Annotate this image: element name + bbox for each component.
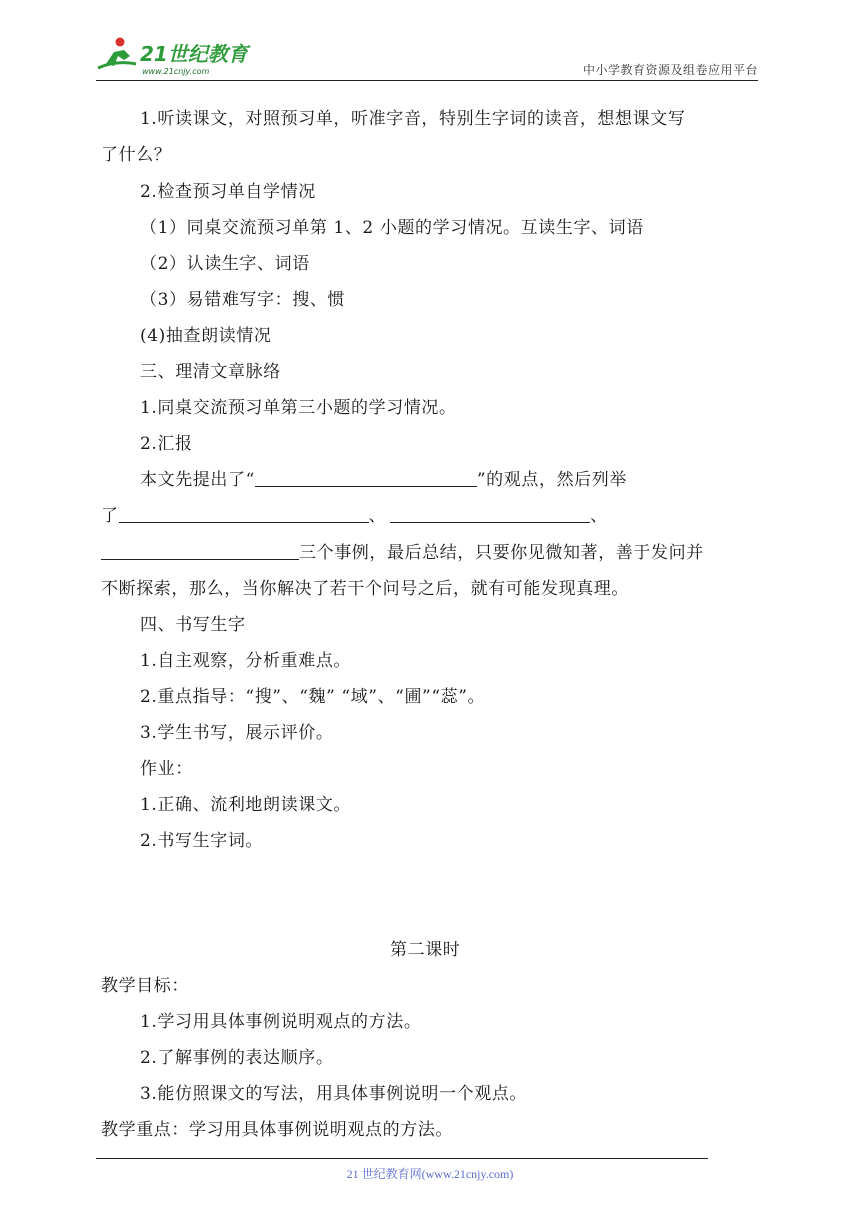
text-line: 2.书写生字词。 xyxy=(140,831,264,851)
text-segment: 、 xyxy=(368,506,387,526)
footer-divider xyxy=(96,1158,708,1159)
text-line: 1.正确、流利地朗读课文。 xyxy=(140,795,352,815)
page-header xyxy=(96,34,758,82)
text-line: 1.学习用具体事例说明观点的方法。 xyxy=(140,1012,422,1032)
header-divider xyxy=(96,80,758,81)
section-heading: 三、理清文章脉络 xyxy=(140,362,281,382)
text-line: (4)抽查朗读情况 xyxy=(140,326,272,346)
text-line: 教学目标： xyxy=(101,976,189,996)
text-segment: 本文先提出了“ xyxy=(140,470,255,490)
text-line: （1）同桌交流预习单第 1、2 小题的学习情况。互读生字、词语 xyxy=(140,218,644,238)
logo-main-text: 21世纪教育 xyxy=(140,42,248,66)
text-segment: 了 xyxy=(101,506,119,526)
text-line: 不断探索，那么，当你解决了若干个问号之后，就有可能发现真理。 xyxy=(101,579,629,599)
section-heading: 四、书写生字 xyxy=(140,615,246,635)
fill-in-line xyxy=(101,504,608,528)
answer-blank[interactable] xyxy=(390,504,590,523)
text-segment: ”的观点，然后列举 xyxy=(476,470,627,490)
text-line: 1.听读课文，对照预习单，听准字音，特别生字词的读音，想想课文写 xyxy=(140,109,686,129)
text-line: （2）认读生字、词语 xyxy=(140,254,310,274)
answer-blank[interactable] xyxy=(119,504,369,523)
text-line: 教学重点：学习用具体事例说明观点的方法。 xyxy=(101,1120,453,1140)
footer-link[interactable]: 21 世纪教育网(www.21cnjy.com) xyxy=(346,1167,514,1181)
answer-blank[interactable] xyxy=(101,541,299,560)
text-line: 3.能仿照课文的写法，用具体事例说明一个观点。 xyxy=(140,1084,528,1104)
runner-icon xyxy=(98,38,136,69)
answer-blank[interactable] xyxy=(255,468,477,487)
text-line: （3）易错难写字：搜、惯 xyxy=(140,290,346,310)
text-line: 1.同桌交流预习单第三小题的学习情况。 xyxy=(140,398,457,418)
text-line: 2.汇报 xyxy=(140,434,193,454)
text-line: 2.重点指导：“搜”、“魏” “域”、“圃”“蕊”。 xyxy=(140,687,486,707)
text-segment: 三个事例，最后总结，只要你见微知著，善于发问并 xyxy=(299,543,704,563)
logo xyxy=(96,34,266,78)
lesson-title: 第二课时 xyxy=(390,940,461,960)
fill-in-line xyxy=(140,468,627,492)
text-segment: 、 xyxy=(590,506,608,526)
platform-name: 中小学教育资源及组卷应用平台 xyxy=(582,63,758,77)
text-line: 1.自主观察，分析重难点。 xyxy=(140,651,352,671)
text-line: 2.检查预习单自学情况 xyxy=(140,182,316,202)
fill-in-line xyxy=(101,541,704,565)
logo-url-text: www.21cnjy.com xyxy=(142,67,210,76)
text-line: 2.了解事例的表达顺序。 xyxy=(140,1048,334,1068)
text-line: 3.学生书写，展示评价。 xyxy=(140,723,334,743)
text-line: 了什么？ xyxy=(101,145,172,165)
text-line: 作业： xyxy=(140,759,193,779)
